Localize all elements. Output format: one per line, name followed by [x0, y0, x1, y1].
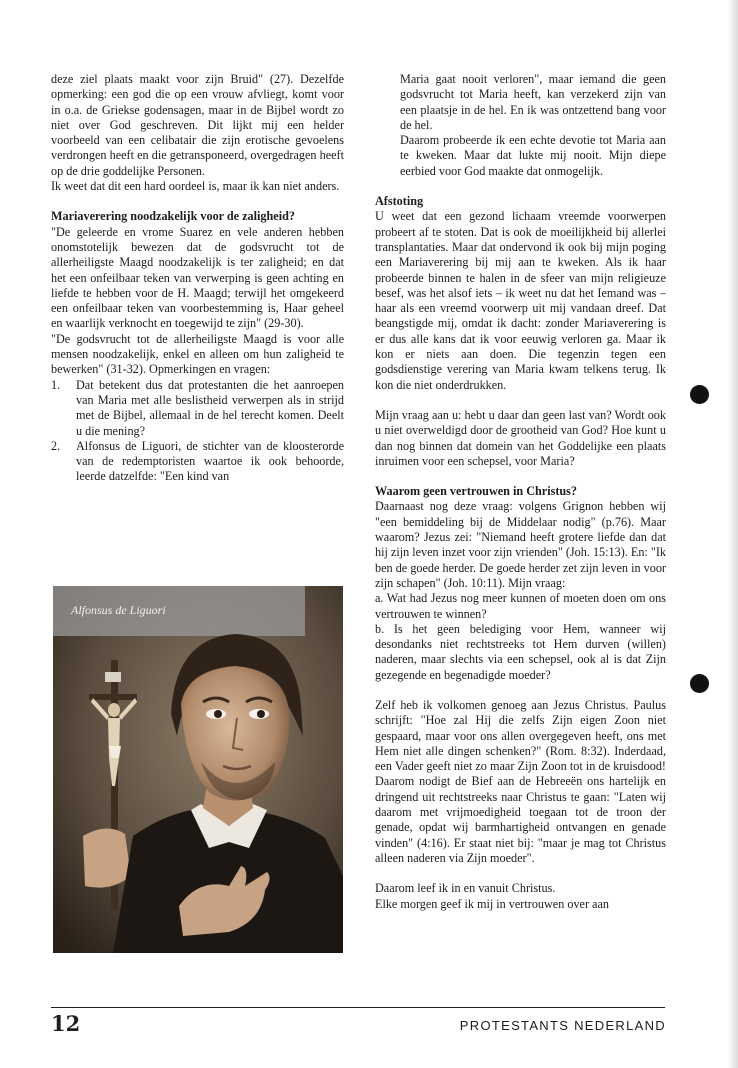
- paragraph-gap: [375, 469, 666, 484]
- punch-hole: [690, 674, 709, 693]
- right-column: [375, 72, 666, 912]
- paragraph: U weet dat een gezond lichaam vreemde voorwerpen probeert af te stoten. Dat is ook de moeilijkheid bij allerlei transplantaties. Maar dat ondervond ik ook bij mijn poging een Mariaverering bij mij aan te kweken. Als ik haar probeerde binnen te halen in de sfeer van mijn religieuze besef, was het alsof iets – ik weet nu dat het Iemand was – haar als een vreemd voorwerp uit mij vandaan dreef. Dat beangstigde mij, omdat ik dacht: zonder Mariaverering is er dus alle kans dat ik voor eeuwig verloren ga. Maar ik kon er niets aan doen. Die tegenzin tegen een godsdienstige verering van Maria kwam telkens terug. Ik kon die niet onderdrukken.: [375, 209, 666, 392]
- footer-rule: [51, 1007, 665, 1008]
- list-item: [51, 378, 344, 439]
- paragraph: deze ziel plaats maakt voor zijn Bruid" (27). Dezelfde opmerking: een god die op een vrouw afvliegt, komt voor in o.a. de Griekse godensagen, maar in de Bijbel wordt zo niet over God geschreven. Dit lijkt mij een helder voorbeeld van een celibatair die zijn erotische gevoelens verdrongen heeft en die getransponeerd, overgedragen heeft op de drie goddelijke Personen.: [51, 72, 344, 178]
- section-heading: Mariaverering noodzakelijk voor de zaligheid?: [51, 209, 295, 224]
- paragraph: Daarnaast nog deze vraag: volgens Grignon hebben wij "een bemiddeling bij de Middelaar nodig" (p.76). Maar waarom? Jezus zei: "Niemand heeft grotere liefde dan dat hij zijn leven inzet voor zijn vrienden" (Joh. 15:13). En: "Ik ben de goede herder. De goede herder zet zijn leven in voor zijn schapen" (Joh. 10:11). Mijn vraag:: [375, 499, 666, 590]
- quote-paragraph: "De geleerde en vrome Suarez en vele anderen hebben onomstotelijk bewezen dat de godsvrucht tot de allerheiligste Maagd noodzakelijk is ter zaligheid; en dat het een onfeilbaar teken van verwerping is geen achting en liefde te hebben voor de H. Maagd; terwijl het omgekeerd een onfeilbaar teken van voorbestemming is, Haar geheel en waarlijk verknocht en toegewijd te zijn" (29-30).: [51, 224, 344, 331]
- list-item: [51, 439, 344, 485]
- portrait-image: [53, 586, 343, 953]
- numbered-list: [51, 378, 344, 485]
- paragraph-gap: [375, 179, 666, 194]
- paragraph: Maria gaat nooit verloren", maar iemand die geen godsvrucht tot Maria heeft, kan verzekerd zijn van een plaatsje in de hel. En ik was ontzettend bang voor de hel.: [400, 72, 666, 132]
- list-item-text: Dat betekent dus dat protestanten die het aanroepen van Maria met alle beslistheid verwerpen als in strijd met de Bijbel, allemaal in de hel terecht komen. Deelt u die mening?: [76, 377, 344, 438]
- list-number: 1.: [51, 377, 61, 392]
- paragraph: Mijn vraag aan u: hebt u daar dan geen last van? Wordt ook u niet overweldigd door de grootheid van God? Hoe kunt u dan nog binnen dat domein van het Goddelijke een plaats inruimen voor een schepsel, voor Maria?: [375, 407, 666, 468]
- paragraph: Ik weet dat dit een hard oordeel is, maar ik kan niet anders.: [51, 179, 340, 194]
- page-edge-shadow: [728, 0, 738, 1068]
- page-number: 12: [51, 1011, 81, 1036]
- paragraph-gap: [51, 194, 344, 209]
- paragraph: b. Is het geen belediging voor Hem, wanneer wij desondanks niet rechtstreeks tot Hem durven (willen) naderen, maar slechts via een schepsel, ook al is dat Zijn gezegende en begenadigde moeder?: [375, 621, 666, 682]
- portrait-alfonsus-de-liguori: [53, 586, 343, 953]
- quote-paragraph: "De godsvrucht tot de allerheiligste Maagd is voor alle mensen noodzakelijk, enkel en alleen om hun zaligheid te bewerken" (31-32). Opmerkingen en vragen:: [51, 331, 344, 377]
- section-heading: Waarom geen vertrouwen in Christus?: [375, 484, 577, 499]
- portrait-caption: Alfonsus de Liguori: [71, 603, 166, 617]
- section-heading: Afstoting: [375, 194, 424, 209]
- paragraph: Daarom probeerde ik een echte devotie tot Maria aan te kweken. Maar dat lukte mij nooit. Mijn diepe eerbied voor God maakte dat onmogelijk.: [400, 133, 666, 178]
- left-column: [51, 72, 344, 485]
- list-number: 2.: [51, 438, 61, 453]
- paragraph: Zelf heb ik volkomen genoeg aan Jezus Christus. Paulus schrijft: "Hoe zal Hij die zelfs Zijn eigen Zoon niet gespaard, maar voor ons allen overgegeven heeft, ons met Hem niet alle dingen schenken?" (Rom. 8:32). Inderdaad, een Vader geeft niet zo maar Zijn Zoon tot in de kruisdood! Daarom nodigt de Bief aan de Hebreeën ons hartelijk en dringend uit rechtstreeks naar Christus te gaan: "Laten wij daarom met vrijmoedigheid toegaan tot de troon der genade, opdat wij barmhartigheid ontvangen en genade vinden" (4:16). Er staat niet bij: "maar je mag tot Christus alleen naderen via Zijn moeder".: [375, 697, 666, 865]
- paragraph: Daarom leef ik in en vanuit Christus.: [375, 881, 556, 896]
- list-item-text: Alfonsus de Liguori, de stichter van de kloosterorde van de redemptoristen waartoe ik ook behoorde, leerde datzelfde: "Een kind van: [76, 438, 344, 484]
- publication-name: PROTESTANTS NEDERLAND: [459, 1018, 666, 1033]
- paragraph-gap: [375, 393, 666, 408]
- punch-hole: [690, 385, 709, 404]
- paragraph: a. Wat had Jezus nog meer kunnen of moeten doen om ons vertrouwen te winnen?: [375, 591, 666, 621]
- paragraph-gap: [375, 683, 666, 698]
- paragraph: Elke morgen geef ik mij in vertrouwen over aan: [375, 896, 609, 911]
- paragraph-gap: [375, 866, 666, 881]
